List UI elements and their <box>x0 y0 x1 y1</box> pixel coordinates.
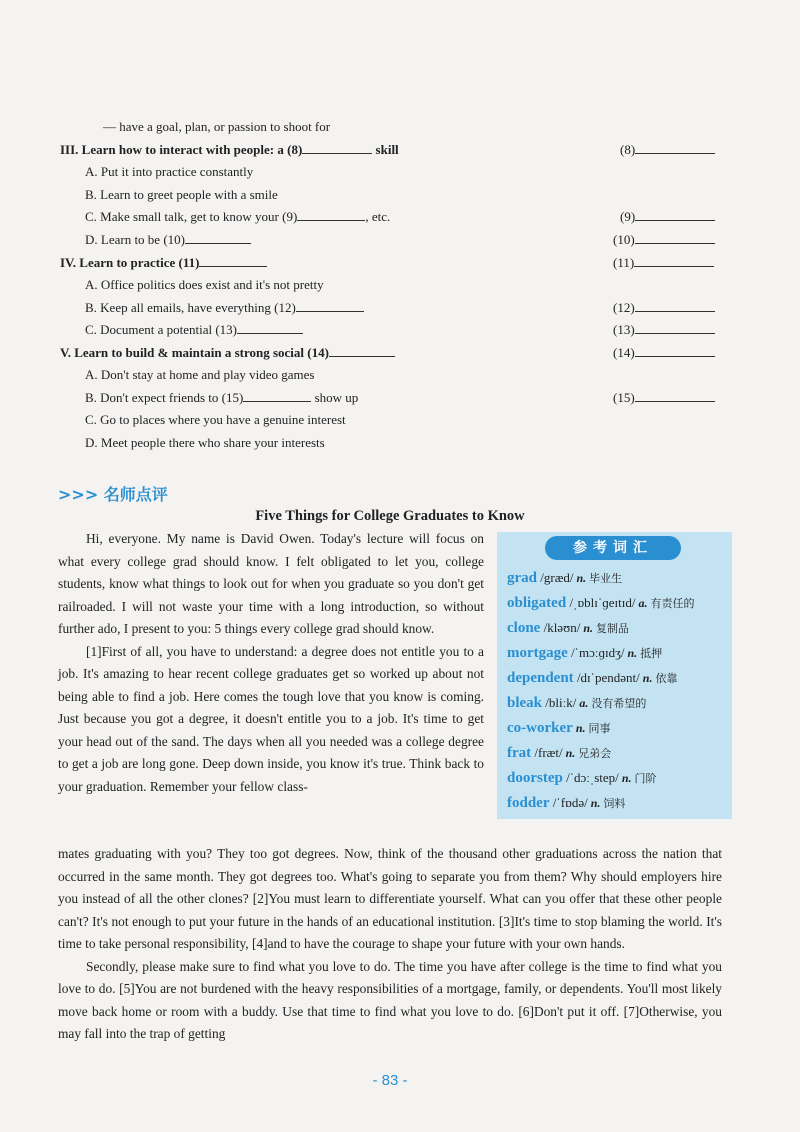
section5-item-a: A. Don't stay at home and play video games <box>85 367 315 382</box>
vocab-part-of-speech: a. <box>635 596 651 610</box>
section5-item-b <box>85 389 358 407</box>
vocab-word: dependent <box>507 670 574 686</box>
answer-label: (13) <box>613 322 635 337</box>
vocabulary-box <box>497 532 732 819</box>
paragraph-3: Secondly, please make sure to find what you love to do. The time you have after college is the time to find what you love to do. [5]You are not burdened with the heavy responsibilities of a mortgage, family, or dependents. You'll most likely move back home or room with a buddy. Use that time to find what you love to do. [6]Don't put it off. [7]Otherwise, you may fall into the trap of getting <box>58 958 722 1041</box>
section5-item-b-text: B. Don't expect friends to (15) <box>85 390 244 405</box>
answer-blank-12[interactable] <box>613 299 715 317</box>
vocab-phonetic: /ˌɒblɪˈɡeɪtɪd/ <box>566 595 636 610</box>
vocab-part-of-speech: n. <box>639 671 656 685</box>
vocab-part-of-speech: n. <box>580 621 597 635</box>
vocab-definition: 兄弟会 <box>578 747 612 760</box>
vocab-word: bleak <box>507 695 543 711</box>
vocab-phonetic: /kləʊn/ <box>540 620 581 635</box>
section5-heading-text: V. Learn to build & maintain a strong social (14) <box>60 345 329 360</box>
outline-goal-line: — have a goal, plan, or passion to shoot for <box>103 119 331 134</box>
vocab-phonetic: /ˈdɔːˌstep/ <box>562 770 619 785</box>
vocab-item <box>507 770 657 787</box>
blank-12-inline <box>296 299 364 312</box>
vocab-part-of-speech: n. <box>624 646 641 660</box>
vocab-part-of-speech: n. <box>572 721 589 735</box>
section4-item-c <box>85 321 303 339</box>
section3-item-c-end: , etc. <box>365 209 391 224</box>
vocab-part-of-speech: a. <box>576 696 592 710</box>
section5-item-d: D. Meet people there who share your interests <box>85 435 325 450</box>
vocab-phonetic: /dɪˈpendənt/ <box>573 670 640 685</box>
answer-label: (11) <box>613 255 635 270</box>
page-number: - 83 - <box>372 1072 408 1089</box>
article-left-column <box>58 528 484 798</box>
section3-item-d <box>85 231 251 249</box>
answer-line <box>635 141 715 154</box>
section-heading: >>> 名师点评 <box>58 485 168 504</box>
vocab-word: mortgage <box>507 645 568 661</box>
vocab-phonetic: /græd/ <box>537 570 574 585</box>
vocab-definition: 门阶 <box>634 772 657 785</box>
vocab-item <box>507 645 662 662</box>
answer-blank-13[interactable] <box>613 321 715 339</box>
vocab-phonetic: /ˈfɒdə/ <box>549 795 588 810</box>
blank-9-inline <box>297 208 365 221</box>
section5-heading <box>60 344 395 362</box>
section3-heading <box>60 141 399 159</box>
section3-item-c <box>85 208 390 226</box>
blank-8-inline <box>302 141 372 154</box>
answer-label: (12) <box>613 300 635 315</box>
vocab-phonetic: /bliːk/ <box>542 695 577 710</box>
answer-blank-10[interactable] <box>613 231 715 249</box>
answer-line <box>635 208 715 221</box>
section3-item-d-text: D. Learn to be (10) <box>85 232 185 247</box>
vocab-definition: 抵押 <box>640 647 663 660</box>
blank-11-inline <box>199 254 267 267</box>
vocab-word: frat <box>507 745 532 761</box>
section4-item-c-text: C. Document a potential (13) <box>85 322 237 337</box>
vocabulary-title: 参考词汇 <box>545 536 681 560</box>
vocab-item <box>507 595 694 612</box>
vocab-item <box>507 670 677 687</box>
vocab-phonetic: /ˈmɔːɡɪdʒ/ <box>567 645 625 660</box>
answer-line <box>634 254 714 267</box>
answer-label: (10) <box>613 232 635 247</box>
answer-blank-8[interactable] <box>620 141 715 159</box>
vocab-item <box>507 795 625 812</box>
answer-label: (15) <box>613 390 635 405</box>
blank-14-inline <box>329 344 395 357</box>
vocab-word: clone <box>507 620 541 636</box>
vocab-definition: 依靠 <box>655 672 678 685</box>
vocab-definition: 同事 <box>588 722 611 735</box>
vocab-word: fodder <box>507 795 550 811</box>
paragraph-2-end: mates graduating with you? They too got degrees. Now, think of the thousand other graduations across the nation that occurred in the same month. They got degrees too. What's going to separate you from them? Why should employers hire you instead of all the other clones? [2]You must learn to differentiate yourself. What can you offer that these other people can't? It's not enough to put your future in the hands of an educational institution. [3]It's time to stop blaming the world. It's time to take personal responsibility, [4]and to have the courage to shape your future with your own hands. <box>58 846 722 951</box>
answer-label: (9) <box>620 209 636 224</box>
answer-blank-15[interactable] <box>613 389 715 407</box>
section4-item-b <box>85 299 364 317</box>
paragraph-2-start: [1]First of all, you have to understand: a degree does not entitle you to a job. It's amazing to hear recent college graduates get so worked up about not being able to find a job. Here comes the tough love that you know is coming. Just because you got a degree, it doesn't entitle you to a job. It's time to get your head out of the sand. The days when all you needed was a college degree to get a job are long gone. Deep down inside, you know it's true. Think back to your graduation. Remember your fellow class- <box>58 643 484 794</box>
blank-13-inline <box>237 321 303 334</box>
vocab-word: grad <box>507 570 537 586</box>
answer-label: (8) <box>620 142 636 157</box>
section4-heading <box>60 254 267 272</box>
vocab-part-of-speech: n. <box>587 796 604 810</box>
vocab-item <box>507 720 611 737</box>
answer-line <box>635 321 715 334</box>
vocab-part-of-speech: n. <box>618 771 635 785</box>
section3-heading-text: III. Learn how to interact with people: a (8) <box>60 142 303 157</box>
vocab-definition: 复制品 <box>596 622 630 635</box>
paragraph-1: Hi, everyone. My name is David Owen. Today's lecture will focus on what every college grad should know. I felt obligated to let you, college students, know what things to look out for when you graduate so you don't get railroaded. I will not waste your time with a long introduction, so without further ado, I present to you: 5 things every college grad should know. <box>58 531 484 636</box>
vocab-part-of-speech: n. <box>562 746 579 760</box>
vocab-definition: 有责任的 <box>650 597 695 610</box>
section3-item-a: A. Put it into practice constantly <box>85 164 254 179</box>
vocab-word: co-worker <box>507 720 573 736</box>
blank-15-inline <box>243 389 311 402</box>
vocab-phonetic: /fræt/ <box>531 745 563 760</box>
section3-heading-end: skill <box>375 142 399 157</box>
answer-blank-9[interactable] <box>620 208 715 226</box>
vocab-word: obligated <box>507 595 567 611</box>
section4-item-b-text: B. Keep all emails, have everything (12) <box>85 300 296 315</box>
vocab-item <box>507 695 646 712</box>
article-title: Five Things for College Graduates to Know <box>255 508 525 524</box>
vocab-item <box>507 745 611 762</box>
section3-item-b: B. Learn to greet people with a smile <box>85 187 278 202</box>
answer-label: (14) <box>613 345 635 360</box>
vocab-word: doorstep <box>507 770 563 786</box>
vocab-item <box>507 570 622 587</box>
answer-line <box>635 231 715 244</box>
vocab-definition: 饲料 <box>603 797 626 810</box>
answer-blank-14[interactable] <box>613 344 715 362</box>
answer-blank-11[interactable] <box>613 254 714 272</box>
vocab-part-of-speech: n. <box>573 571 590 585</box>
answer-line <box>635 344 715 357</box>
section4-item-a: A. Office politics does exist and it's not pretty <box>85 277 324 292</box>
section5-item-b-end: show up <box>314 390 359 405</box>
vocab-definition: 毕业生 <box>589 572 623 585</box>
vocab-definition: 没有希望的 <box>591 697 647 710</box>
answer-line <box>635 299 715 312</box>
blank-10-inline <box>185 231 251 244</box>
vocab-item <box>507 620 629 637</box>
section4-heading-text: IV. Learn to practice (11) <box>60 255 200 270</box>
article-full-width <box>58 843 722 1046</box>
section5-item-c: C. Go to places where you have a genuine interest <box>85 412 346 427</box>
section3-item-c-text: C. Make small talk, get to know your (9) <box>85 209 298 224</box>
answer-line <box>635 389 715 402</box>
